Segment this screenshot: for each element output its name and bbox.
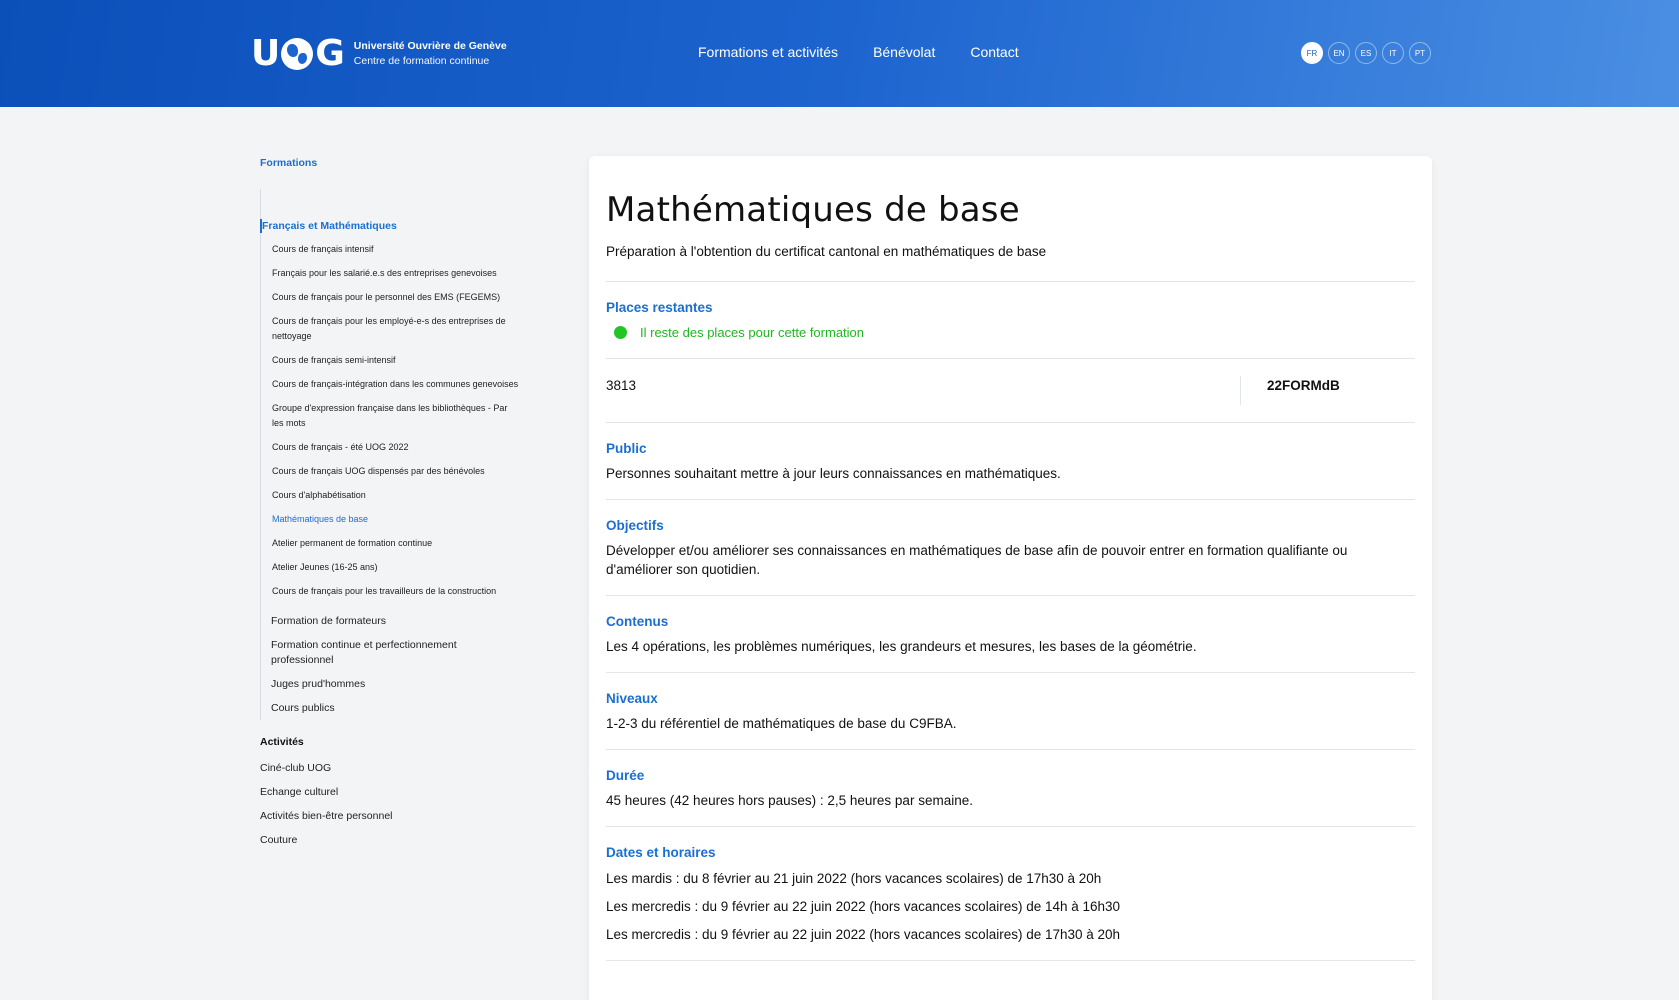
sidebar-formations-link[interactable]: Formations	[260, 157, 318, 169]
sidebar-activity[interactable]: Echange culturel	[260, 786, 339, 798]
duree-section	[606, 749, 1415, 826]
sidebar-item[interactable]: Cours de français-intégration dans les communes genevoises	[272, 379, 519, 389]
sidebar-activity[interactable]: Activités bien-être personnel	[260, 810, 393, 822]
contenus-text: Les 4 opérations, les problèmes numériques, les grandeurs et mesures, les bases de la géométrie.	[606, 639, 1197, 654]
sidebar-item[interactable]: Groupe d'expression française dans les bibliothèques - Par les mots	[272, 403, 508, 428]
page-subtitle: Préparation à l'obtention du certificat cantonal en mathématiques de base	[606, 244, 1047, 259]
sidebar-item[interactable]: Cours de français pour les travailleurs de la construction	[272, 586, 497, 596]
sidebar-item-juges[interactable]: Juges prud'hommes	[271, 678, 366, 690]
active-indicator	[260, 219, 262, 233]
places-heading: Places restantes	[606, 300, 713, 315]
dates-heading: Dates et horaires	[606, 845, 716, 860]
nav-formations[interactable]: Formations et activités	[698, 44, 839, 60]
lang-en[interactable]: EN	[1328, 42, 1350, 64]
page-title: Mathématiques de base	[606, 190, 1020, 230]
objectifs-section	[606, 499, 1415, 595]
objectifs-heading: Objectifs	[606, 518, 664, 533]
places-text: Il reste des places pour cette formation	[640, 325, 865, 340]
lang-pt[interactable]: PT	[1409, 42, 1431, 64]
sidebar-item-formation-continue[interactable]: Formation continue et perfectionnement professionnel	[271, 639, 457, 666]
niveaux-section	[606, 672, 1415, 749]
date-line: Les mercredis : du 9 février au 22 juin 2022 (hors vacances scolaires) de 17h30 à 20h	[606, 927, 1121, 942]
section-divider	[606, 960, 1415, 961]
lang-it[interactable]: IT	[1382, 42, 1404, 64]
logo-text	[354, 39, 507, 69]
contenus-heading: Contenus	[606, 614, 669, 629]
places-section	[606, 281, 1415, 358]
lang-es[interactable]: ES	[1355, 42, 1377, 64]
language-switcher	[1301, 42, 1431, 64]
public-section	[606, 422, 1415, 499]
sidebar-activities-heading: Activités	[260, 736, 304, 748]
logo[interactable]	[251, 33, 507, 74]
sidebar-activities-list	[260, 761, 520, 847]
sidebar-item-formation-formateurs[interactable]: Formation de formateurs	[271, 615, 386, 627]
sidebar-item[interactable]: Atelier permanent de formation continue	[272, 538, 433, 548]
contenus-section	[606, 595, 1415, 672]
sidebar-formations-group	[260, 189, 520, 720]
logo-line1: Université Ouvrière de Genève	[353, 40, 507, 52]
sidebar-item-current[interactable]: Mathématiques de base	[272, 514, 369, 524]
sidebar-other-formations	[262, 614, 520, 720]
sidebar-item[interactable]: Cours de français semi-intensif	[272, 355, 396, 365]
public-heading: Public	[606, 441, 647, 456]
globe-icon	[281, 38, 313, 70]
sidebar-item[interactable]: Cours d'alphabétisation	[272, 490, 366, 500]
sidebar-sub-list	[262, 242, 520, 599]
course-number: 3813	[606, 378, 637, 393]
duree-text: 45 heures (42 heures hors pauses) : 2,5 heures par semaine.	[606, 793, 973, 808]
nav-contact[interactable]: Contact	[970, 44, 1019, 60]
course-codes	[606, 358, 1415, 422]
niveaux-heading: Niveaux	[606, 691, 658, 706]
course-card	[589, 156, 1432, 1000]
date-line: Les mercredis : du 9 février au 22 juin 2022 (hors vacances scolaires) de 14h à 16h30	[606, 899, 1121, 914]
lang-fr[interactable]: FR	[1301, 42, 1323, 64]
objectifs-text: Développer et/ou améliorer ses connaissances en mathématiques de base afin de pouvoir entrer en formation qualifiante ou d'améliorer son quotidien.	[606, 543, 1348, 577]
sidebar-item[interactable]: Cours de français - été UOG 2022	[272, 442, 409, 452]
dates-section	[606, 826, 1415, 960]
sidebar-category-francais-maths[interactable]: Français et Mathématiques	[262, 220, 397, 232]
logo-line2: Centre de formation continue	[353, 55, 490, 67]
sidebar-item[interactable]: Cours de français pour le personnel des EMS (FEGEMS)	[272, 292, 501, 302]
sidebar-activity[interactable]: Ciné-club UOG	[260, 762, 332, 774]
sidebar-item[interactable]: Atelier Jeunes (16-25 ans)	[272, 562, 378, 572]
nav-benevolat[interactable]: Bénévolat	[873, 44, 936, 60]
duree-heading: Durée	[606, 768, 645, 783]
sidebar-item[interactable]: Français pour les salarié.e.s des entreprises genevoises	[272, 268, 497, 278]
site-header	[0, 0, 1679, 107]
logo-mark: U G	[251, 33, 344, 74]
sidebar-item-cours-publics[interactable]: Cours publics	[271, 702, 335, 714]
sidebar-item[interactable]: Cours de français pour les employé-e-s des entreprises de nettoyage	[272, 316, 506, 341]
status-dot-icon	[614, 326, 627, 339]
main-nav	[698, 44, 1019, 60]
sidebar-activity[interactable]: Couture	[260, 834, 298, 846]
course-reference: 22FORMdB	[1240, 376, 1415, 405]
date-line: Les mardis : du 8 février au 21 juin 2022 (hors vacances scolaires) de 17h30 à 20h	[606, 871, 1102, 886]
sidebar-item[interactable]: Cours de français UOG dispensés par des bénévoles	[272, 466, 485, 476]
sidebar-item[interactable]: Cours de français intensif	[272, 244, 374, 254]
niveaux-text: 1-2-3 du référentiel de mathématiques de base du C9FBA.	[606, 716, 957, 731]
sidebar	[260, 157, 520, 857]
places-status	[606, 325, 1415, 340]
public-text: Personnes souhaitant mettre à jour leurs connaissances en mathématiques.	[606, 466, 1061, 481]
